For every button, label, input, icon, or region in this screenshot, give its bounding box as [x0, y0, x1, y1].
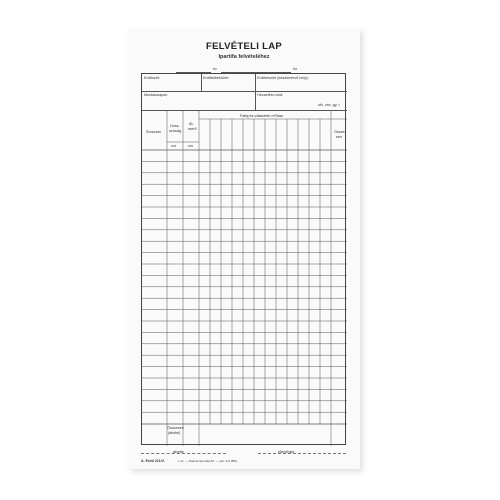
field-record: Hecselési mód: — [257, 93, 283, 97]
signature-line-right — [258, 453, 346, 454]
unit-length: cm — [171, 144, 177, 148]
signature-left-label: átvette — [173, 450, 184, 454]
year-suffix: év — [213, 67, 217, 71]
footer-total-bottom: (átvitel) — [168, 431, 181, 435]
printer-note: t. öz. — Palma Nyomda Zrt. — (ier. 3-5-355) — [178, 459, 237, 463]
col-total-bottom: sen — [336, 135, 343, 139]
field-worksite: Munkacsapat: — [144, 93, 168, 97]
form-sheet — [128, 28, 360, 469]
col-total-top: Össze- — [334, 130, 347, 134]
col-diameter-top: Át- — [189, 122, 194, 126]
col-serial: Sorszám — [146, 130, 161, 134]
data-grid — [142, 74, 347, 446]
field-location: Erdőrészlet (készlenlevő hely): — [257, 76, 309, 80]
form-code: A. Erdő 211/V. — [141, 459, 165, 463]
form-frame — [141, 73, 346, 445]
field-block: Erdőtelkek/ürle: — [203, 76, 230, 80]
col-species: Fafaj és választék m³/ban — [240, 114, 284, 118]
field-forest: Erdőszet: — [144, 76, 161, 80]
col-diameter-bottom: mérő — [188, 127, 197, 131]
footer-total-top: Összesen — [167, 426, 184, 430]
form-title: FELVÉTELI LAP — [205, 41, 283, 52]
month-suffix: hó — [293, 67, 297, 71]
col-length-top: Hosz- — [170, 124, 180, 128]
unit-diameter: cm — [188, 144, 194, 148]
col-length-bottom: szúság — [169, 129, 182, 133]
signature-right-label: ellenőrizte — [278, 450, 295, 454]
field-record-value: ufv, vnv, gy, t — [318, 103, 340, 107]
form-subtitle: Ipartifa felvételéhez — [218, 54, 270, 60]
